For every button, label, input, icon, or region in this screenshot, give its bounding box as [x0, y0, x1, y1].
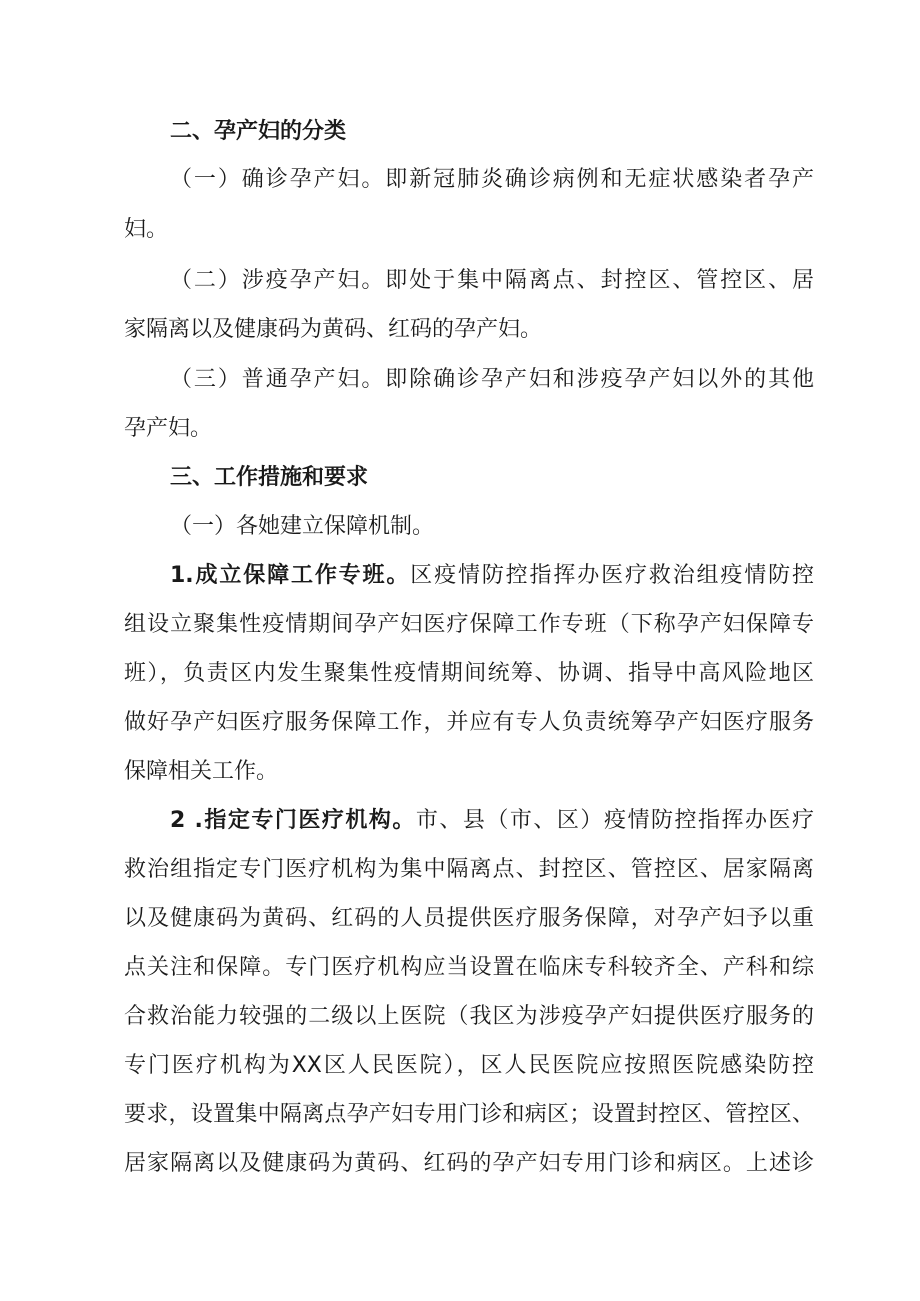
- paragraph-line: 专门医疗机构为XX区人民医院），区人民医院应按照医院感染防控: [124, 1053, 814, 1078]
- heading-section-2: 二、孕产妇的分类: [170, 119, 347, 144]
- paragraph-line: 组设立聚集性疫情期间孕产妇医疗保障工作专班（下称孕产妇保障专: [124, 612, 814, 637]
- paragraph-line: 要求，设置集中隔离点孕产妇专用门诊和病区；设置封控区、管控区、: [124, 1102, 814, 1127]
- paragraph-line: 居家隔离以及健康码为黄码、红码的孕产妇专用门诊和病区。上述诊: [124, 1151, 814, 1176]
- bold-lead-item-2: 2 .指定专门医疗机构。: [170, 808, 416, 833]
- heading-section-3: 三、工作措施和要求: [170, 465, 369, 490]
- subheading: （一）各她建立保障机制。: [170, 514, 435, 539]
- paragraph-line: 做好孕产妇医疗服务保障工作，并应有专人负责统筹孕产妇医疗服务: [124, 710, 814, 735]
- paragraph-line: 班），负责区内发生聚集性疫情期间统筹、协调、指导中高风险地区: [124, 661, 814, 686]
- paragraph-line: [170, 561, 814, 591]
- paragraph-line: [170, 806, 814, 836]
- paragraph-text: 区疫情防控指挥办医疗救治组疫情防控: [410, 563, 814, 588]
- paragraph-line: 妇。: [124, 217, 169, 242]
- paragraph-line: 家隔离以及健康码为黄码、红码的孕产妇。: [124, 317, 543, 342]
- paragraph-line: 救治组指定专门医疗机构为集中隔离点、封控区、管控区、居家隔离: [124, 857, 814, 882]
- paragraph-line: （三）普通孕产妇。即除确诊孕产妇和涉疫孕产妇以外的其他: [170, 367, 814, 392]
- paragraph-line: 以及健康码为黄码、红码的人员提供医疗服务保障，对孕产妇予以重: [124, 906, 814, 931]
- paragraph-line: （一）确诊孕产妇。即新冠肺炎确诊病例和无症状感染者孕产: [170, 167, 814, 192]
- paragraph-line: 点关注和保障。专门医疗机构应当设置在临床专科较齐全、产科和综: [124, 955, 814, 980]
- paragraph-line: 孕产妇。: [124, 416, 213, 441]
- paragraph-line: 保障相关工作。: [124, 759, 279, 784]
- paragraph-line: （二）涉疫孕产妇。即处于集中隔离点、封控区、管控区、居: [170, 268, 814, 293]
- bold-lead-item-1: 1.成立保障工作专班。: [170, 563, 411, 588]
- paragraph-text: 市、县（市、区）疫情防控指挥办医疗: [415, 808, 814, 833]
- paragraph-line: 合救治能力较强的二级以上医院（我区为涉疫孕产妇提供医疗服务的: [124, 1004, 814, 1029]
